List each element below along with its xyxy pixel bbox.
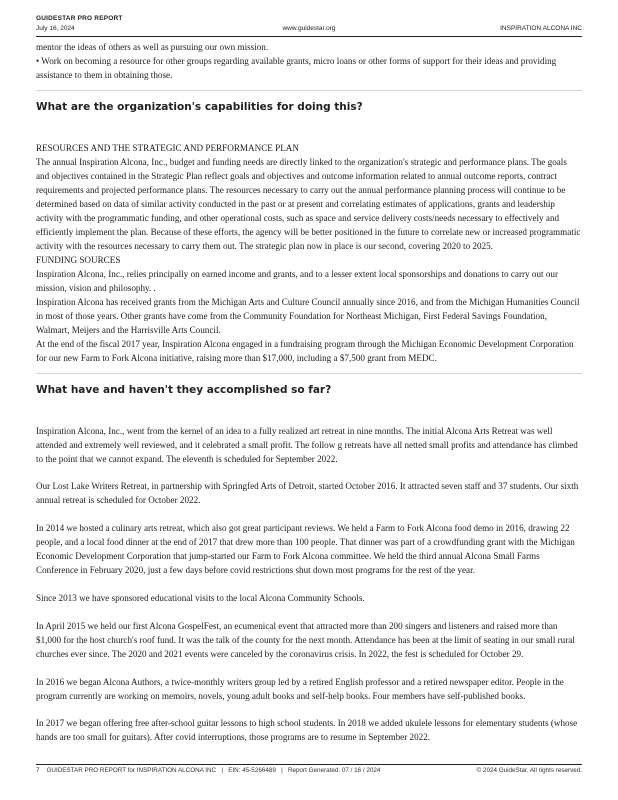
- spacer: [36, 605, 582, 619]
- site-url[interactable]: www.guidestar.org: [282, 25, 336, 32]
- fundraising-paragraph: At the end of the fiscal 2017 year, Inspiration Alcona engaged in a fundraising program through the Michigan Economic Development Corporation for our new Farm to Fork Alcona initiative, raising more than $17,000, including a $7,500 grant from MEDC.: [36, 338, 574, 363]
- organization-name: INSPIRATION ALCONA INC: [500, 25, 582, 32]
- spacer: [36, 410, 582, 424]
- strategic-plan-paragraph: The annual Inspiration Alcona, Inc., budget and funding needs are directly linked to the organization's strategic and performance plans. The goals and objectives contained in the Strategic Plan reflect goals and objectives and outcome information related to annual outcome reports, contract requirements and projected performance plans. The resources necessary to carry out the annual performance planning process will continue to be determined based on data of similar activity conducted in the past or at present and correlating estimates of applications, grants and leadership activity with the programmatic funding, and other operational costs, such as space and service delivery costs/needs necessary to effectively and efficiently implement the plan. Because of these efforts, the agency will be better positioned in the future to correlate new or increased programmatic activity with the resources necessary to carry them out. The strategic plan now in place is our second, covering 2020 to 2025.: [36, 156, 581, 251]
- spacer: [36, 507, 582, 521]
- section-divider: [36, 373, 582, 374]
- spacer: [36, 661, 582, 675]
- report-body: [36, 40, 582, 744]
- footer-copyright: © 2024 GuideStar. All rights reserved.: [476, 767, 582, 774]
- arts-retreat-paragraph: Inspiration Alcona, Inc., went from the kernel of an idea to a fully realized art retreat in nine months. The initial Alcona Arts Retreat was well attended and extremely well reviewed, and it celebrated a small profit. The follow g retreats have all netted small profits and attendance has climbed to the point that we cannot expand. The eleventh is scheduled for September 2022.: [36, 425, 578, 464]
- page-footer: [36, 767, 582, 779]
- intro-line: mentor the ideas of others as well as pursuing our own mission.: [36, 42, 269, 52]
- resources-subheading: RESOURCES AND THE STRATEGIC AND PERFORMANCE PLAN: [36, 142, 299, 153]
- report-brand: GUIDESTAR PRO REPORT: [36, 15, 123, 22]
- funding-subheading: FUNDING SOURCES: [36, 254, 121, 265]
- capabilities-heading: What are the organization's capabilities for doing this?: [36, 101, 363, 113]
- culinary-paragraph: In 2014 we hosted a culinary arts retreat, which also got great participant reviews. We held a Farm to Fork Alcona food demo in 2016, drawing 22 people, and a local food dinner at the end of 2017 that drew more than 100 people. That dinner was part of a crowdfunding grant with the Michigan Economic Development Corporation that jump-started our Farm to Fork Alcona committee. We held the third annual Alcona Small Farms Conference in February 2020, just a few days before covid restrictions shut down most programs for the rest of the year.: [36, 523, 575, 576]
- report-date: July 16, 2024: [36, 25, 75, 32]
- grants-paragraph: Inspiration Alcona has received grants from the Michigan Arts and Culture Council annually since 2016, and from the Michigan Humanities Council in most of those years. Other grants have come from the Community Foundation for Northeast Michigan, First Federal Savings Foundation, Walmart, Meijers and the Harrisville Arts Council.: [36, 296, 580, 335]
- footer-report-info: 7 GUIDESTAR PRO REPORT for INSPIRATION ALCONA INC | EIN: 45-5266489 | Report Generated: 07 / 16 / 2024: [36, 767, 381, 774]
- section-divider: [36, 90, 582, 91]
- spacer: [36, 577, 582, 591]
- page-header: [36, 15, 582, 37]
- authors-paragraph: In 2016 we began Alcona Authors, a twice-monthly writers group led by a retired English professor and a retired newspaper editor. People in the program currently are working on memoirs, novels, young adult books and self-help books. Four members have self-published books.: [36, 676, 564, 701]
- music-lessons-paragraph: In 2017 we began offering free after-school guitar lessons to high school students. In 2018 we added ukulele lessons for elementary students (whose hands are too small for guitars). After covid interruptions, those programs are to resume in September 2022.: [36, 718, 578, 743]
- accomplished-heading: What have and haven't they accomplished so far?: [36, 383, 332, 396]
- funding-paragraph: Inspiration Alcona, Inc., relies principally on earned income and grants, and to a lesser extent local sponsorships and donations to carry out our mission, vision and philosophy. .: [36, 268, 559, 293]
- intro-bullet: • Work on becoming a resource for other groups regarding available grants, micro loans or other forms of support for their ideas and providing assistance to them in obtaining those.: [36, 56, 557, 80]
- spacer: [36, 127, 582, 141]
- header-divider: [36, 36, 582, 37]
- spacer: [36, 466, 582, 480]
- spacer: [36, 703, 582, 717]
- schools-paragraph: Since 2013 we have sponsored educational visits to the local Alcona Community Schools.: [36, 592, 365, 603]
- footer-divider: [36, 764, 582, 765]
- writers-retreat-paragraph: Our Lost Lake Writers Retreat, in partnership with Springfed Arts of Detroit, started October 2016. It attracted seven staff and 37 students. Our sixth annual retreat is scheduled for October 2022.: [36, 481, 579, 506]
- gospelfest-paragraph: In April 2015 we held our first Alcona GospelFest, an ecumenical event that attracted more than 200 singers and listeners and raised more than $1,000 for the host church's roof fund. It was the talk of the county for the next month. Attendance has been at the limit of seating in our small rural churches ever since. The 2020 and 2021 events were canceled by the coronavirus crisis. In 2022, the fest is scheduled for October 29.: [36, 620, 575, 659]
